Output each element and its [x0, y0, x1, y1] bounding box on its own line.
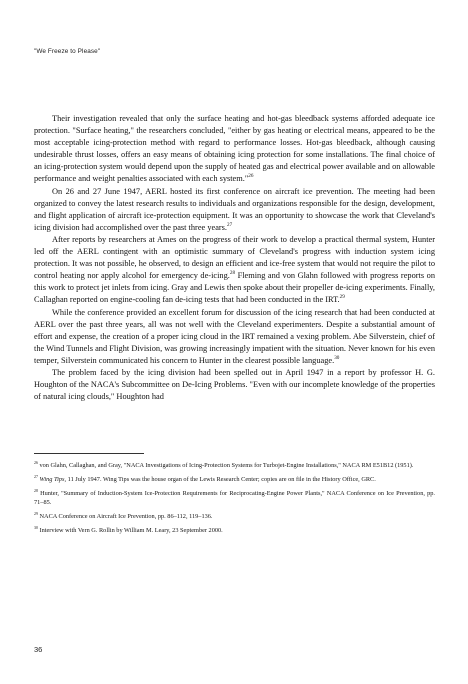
paragraph-text: Their investigation revealed that only the surface heating and hot-gas bleedback systems afforded adequate ice protection. "Surface heating," the researchers concluded, "either by gas heating or electrical means, appeared to be the most acceptable icing-protection method with regard to performance losses. Hot-gas bleedback, although causing undesirable thrust losses, offers an easy means of obtaining icing protection for some installations. The final choice of an icing-protection system would depend upon the supply of heated gas and electrical power available and on allowable performance and weight penalties associated with each system." [34, 114, 435, 184]
paragraph-text: On 26 and 27 June 1947, AERL hosted its first conference on aircraft ice prevention. The meeting had been organized to convey the latest research results to individuals and organizations responsible for the design, development, and flight application of aircraft ice-protection equipment. It was an opportunity to showcase the work that Cleveland's icing division had accomplished over the past three years. [34, 186, 435, 232]
page-number: 36 [34, 645, 43, 654]
footnote-text: von Glahn, Callaghan, and Gray, "NACA Investigations of Icing-Protection Systems for Turbojet-Engine Installations," NACA RM E51B12 (1951). [39, 462, 414, 469]
footnote-text: 11 July 1947. Wing Tips was the house organ of the Lewis Research Center; copies are on file in the History Office, GRC. [66, 475, 376, 483]
footnote-text: NACA Conference on Aircraft Ice Prevention, pp. 86–112, 119–136. [39, 512, 213, 520]
footnote-number: 30 [34, 525, 38, 530]
paragraph-5 [34, 367, 435, 403]
paragraph-text: The problem faced by the icing division had been spelled out in April 1947 in a report by professor H. G. Houghton of the NACA's Subcommittee on De-Icing Problems. "Even with our incomplete knowledge of the properties of natural icing clouds," Houghton had [34, 367, 435, 402]
body-text [34, 113, 435, 403]
footnote-italic-title: Wing Tips, [39, 475, 67, 483]
footnote-ref-30[interactable]: 30 [334, 355, 340, 362]
footnote-ref-28[interactable]: 28 [229, 270, 236, 277]
footnotes [34, 461, 435, 540]
footnote-number: 28 [34, 488, 38, 493]
footnote-ref-29[interactable]: 29 [339, 294, 345, 301]
paragraph-3 [34, 234, 435, 307]
paragraph-4 [34, 307, 435, 367]
footnote-number: 29 [34, 511, 38, 516]
footnote-number: 27 [34, 474, 38, 479]
footnote-number: 26 [34, 460, 38, 465]
footnote-text: Hunter, "Summary of Induction-System Ice-Protection Requirements for Reciprocating-Engine Power Plants," NACA Conference on Ice Prevention, pp. 71–85. [34, 489, 435, 507]
running-head: "We Freeze to Please" [34, 48, 101, 55]
footnote-28 [34, 489, 435, 508]
paragraph-text: While the conference provided an excellent forum for discussion of the icing research that had been conducted at AERL over the past three years, all was not well with the Cleveland experimenters. Despite a substantial amount of effort and expense, the creation of a proper icing cloud in the IRT remained a vexing problem. Abe Silverstein, chief of the Wind Tunnels and Flight Division, was growing increasingly impatient with the situation. Never known for his even temper, Silverstein communicated his concern to Hunter in the clearest possible language. [34, 307, 435, 365]
footnote-27 [34, 475, 435, 485]
footnote-29 [34, 512, 435, 522]
footnote-30 [34, 526, 435, 536]
paragraph-text: After reports by researchers at Ames on the progress of their work to develop a practical thermal system, Hunter led off the AERL contingent with an optimistic summary of Cleveland's progress with induction system icing protection. It was not possible, he observed, to design an efficient and ice-free system that would not require the pilot to control heating nor apply alcohol for emergency de-icing. [34, 234, 435, 281]
footnote-ref-27[interactable]: 27 [227, 222, 233, 229]
paragraph-1 [34, 113, 435, 186]
footnote-ref-26[interactable]: 26 [248, 173, 254, 180]
footnote-divider [34, 453, 144, 454]
footnote-26 [34, 461, 435, 471]
footnote-text: Interview with Vern G. Rollin by William M. Leary, 23 September 2000. [39, 526, 223, 534]
paragraph-2 [34, 186, 435, 234]
paragraph-text: Fleming and von Glahn followed with progress reports on this work to protect jet inlets from icing. Gray and Lewis then spoke about their propeller de-icing experiments. Finally, Callaghan reported on engine-cooling fan de-icing tests that had been conducted in the IRT. [34, 271, 435, 305]
